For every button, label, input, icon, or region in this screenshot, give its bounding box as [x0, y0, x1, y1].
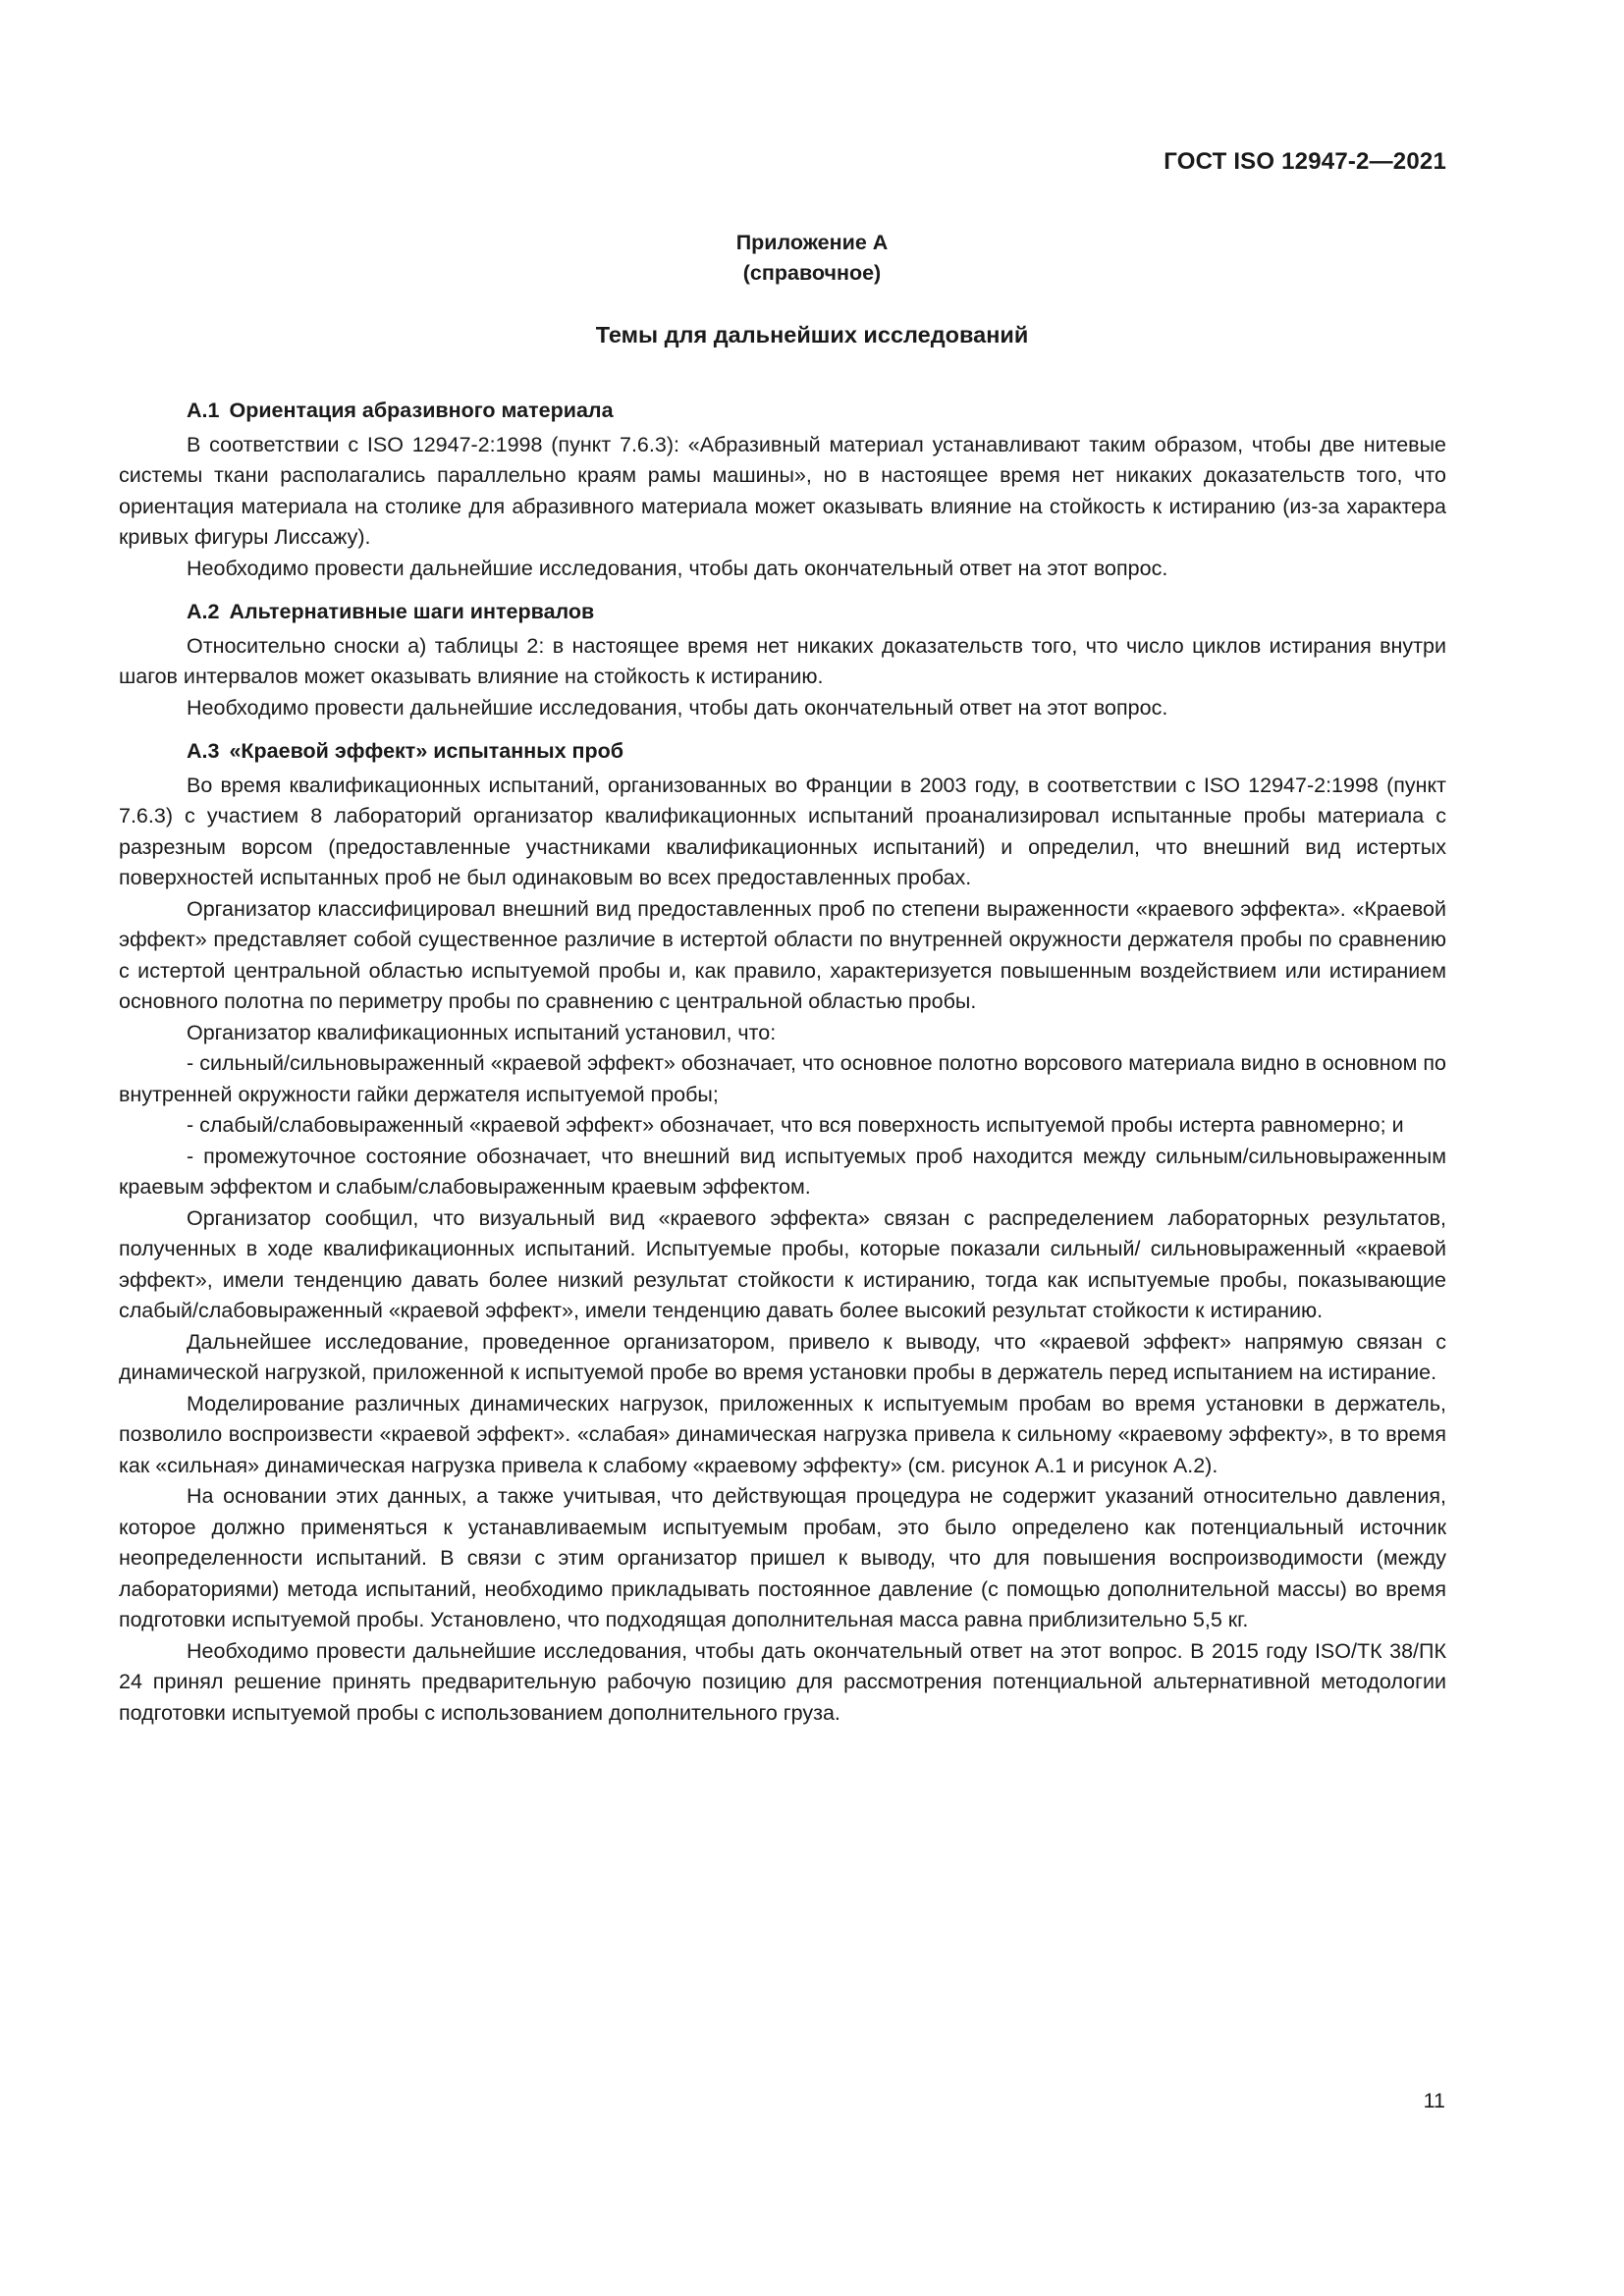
paragraph: Во время квалификационных испытаний, организованных во Франции в 2003 году, в соответствии с ISO 12947-2:1998 (пункт 7.6.3) с участием 8 лабораторий организатор квалификационных испытаний проанализировал испытанные пробы материала с разрезным ворсом (предоставленные участниками квалификационных испытаний) и определил, что внешний вид истертых поверхностей испытанных проб не был одинаковым во всех предоставленных пробах. — [119, 773, 1446, 889]
list-item: - слабый/слабовыраженный «краевой эффект» обозначает, что вся поверхность испытуемой пробы истерта равномерно; и — [187, 1113, 1404, 1137]
document-code: ГОСТ ISO 12947-2—2021 — [1164, 148, 1446, 175]
section-a2 — [119, 597, 1446, 723]
appendix-title: Приложение А — [735, 231, 889, 254]
paragraph: Необходимо провести дальнейшие исследования, чтобы дать окончательный ответ на этот вопрос. — [187, 556, 1168, 580]
paragraph: В соответствии с ISO 12947-2:1998 (пункт 7.6.3): «Абразивный материал устанавливают таким образом, чтобы две нитевые системы ткани располагались параллельно краям рамы машины», но в настоящее время нет никаких доказательств того, что ориентация материала на столике для абразивного материала может оказывать влияние на стойкость к истиранию (из-за характера кривых фигуры Лиссажу). — [119, 432, 1446, 549]
section-number: А.3 — [187, 739, 220, 763]
section-heading — [119, 396, 1446, 427]
section-a1 — [119, 396, 1446, 584]
page-number: 11 — [1423, 2089, 1445, 2112]
list-item: - сильный/сильновыраженный «краевой эффект» обозначает, что основное полотно ворсового материала видно в основном по внутренней окружности гайки держателя испытуемой пробы; — [119, 1051, 1446, 1106]
section-number: А.2 — [187, 600, 220, 623]
section-heading — [119, 597, 1446, 628]
list-item: - промежуточное состояние обозначает, что внешний вид испытуемых проб находится между сильным/сильновыраженным краевым эффектом и слабым/слабовыраженным краевым эффектом. — [119, 1144, 1446, 1199]
section-title: Ориентация абразивного материала — [229, 399, 614, 422]
paragraph: Относительно сноски а) таблицы 2: в настоящее время нет никаких доказательств того, что число циклов истирания внутри шагов интервалов может оказывать влияние на стойкость к истиранию. — [119, 633, 1446, 688]
section-number: А.1 — [187, 399, 220, 422]
paragraph: Организатор квалификационных испытаний установил, что: — [187, 1020, 777, 1044]
appendix-status: (справочное) — [742, 261, 882, 285]
paragraph: Организатор сообщил, что визуальный вид «краевого эффекта» связан с распределением лабораторных результатов, полученных в ходе квалификационных испытаний. Испытуемые пробы, которые показали сильный/ сильновыраженный «краевой эффект», имели тенденцию давать более низкий результат стойкости к истиранию, тогда как испытуемые пробы, показывающие слабый/слабовыраженный «краевой эффект», имели тенденцию давать более высокий результат стойкости к истиранию. — [119, 1205, 1446, 1322]
section-title: «Краевой эффект» испытанных проб — [229, 739, 624, 763]
appendix-heading — [0, 228, 1624, 289]
paragraph: Необходимо провести дальнейшие исследования, чтобы дать окончательный ответ на этот вопрос. — [187, 695, 1168, 720]
page-title: Темы для дальнейших исследований — [595, 322, 1029, 347]
paragraph: Организатор классифицировал внешний вид предоставленных проб по степени выраженности «краевого эффекта». «Краевой эффект» представляет собой существенное различие в истертой области по внутренней окружности держателя пробы по сравнению с истертой центральной областью испытуемой пробы и, как правило, характеризуется повышенным воздействием или истиранием основного полотна по периметру пробы по сравнению с центральной областью пробы. — [119, 896, 1446, 1013]
paragraph: На основании этих данных, а также учитывая, что действующая процедура не содержит указаний относительно давления, которое должно применяться к устанавливаемым испытуемым пробам, это было определено как потенциальный источник неопределенности испытаний. В связи с этим организатор пришел к выводу, что для повышения воспроизводимости (между лабораториями) метода испытаний, необходимо прикладывать постоянное давление (с помощью дополнительной массы) во время подготовки испытуемой пробы. Установлено, что подходящая дополнительная масса равна приблизительно 5,5 кг. — [119, 1484, 1446, 1631]
paragraph: Моделирование различных динамических нагрузок, приложенных к испытуемым пробам во время установки в держатель, позволило воспроизвести «краевой эффект». «слабая» динамическая нагрузка привела к сильному «краевому эффекту», в то время как «сильная» динамическая нагрузка привела к слабому «краевому эффекту» (см. рисунок А.1 и рисунок А.2). — [119, 1391, 1446, 1477]
section-heading — [119, 736, 1446, 768]
paragraph: Необходимо провести дальнейшие исследования, чтобы дать окончательный ответ на этот вопрос. В 2015 году ISO/ТК 38/ПК 24 принял решение принять предварительную рабочую позицию для рассмотрения потенциальной альтернативной методологии подготовки испытуемой пробы с использованием дополнительного груза. — [119, 1638, 1446, 1725]
section-a3 — [119, 736, 1446, 1729]
document-body — [119, 396, 1446, 1741]
section-title: Альтернативные шаги интервалов — [229, 600, 595, 623]
paragraph: Дальнейшее исследование, проведенное организатором, привело к выводу, что «краевой эффект» напрямую связан с динамической нагрузкой, приложенной к испытуемой пробе во время установки пробы в держатель перед испытанием на истирание. — [119, 1329, 1446, 1384]
